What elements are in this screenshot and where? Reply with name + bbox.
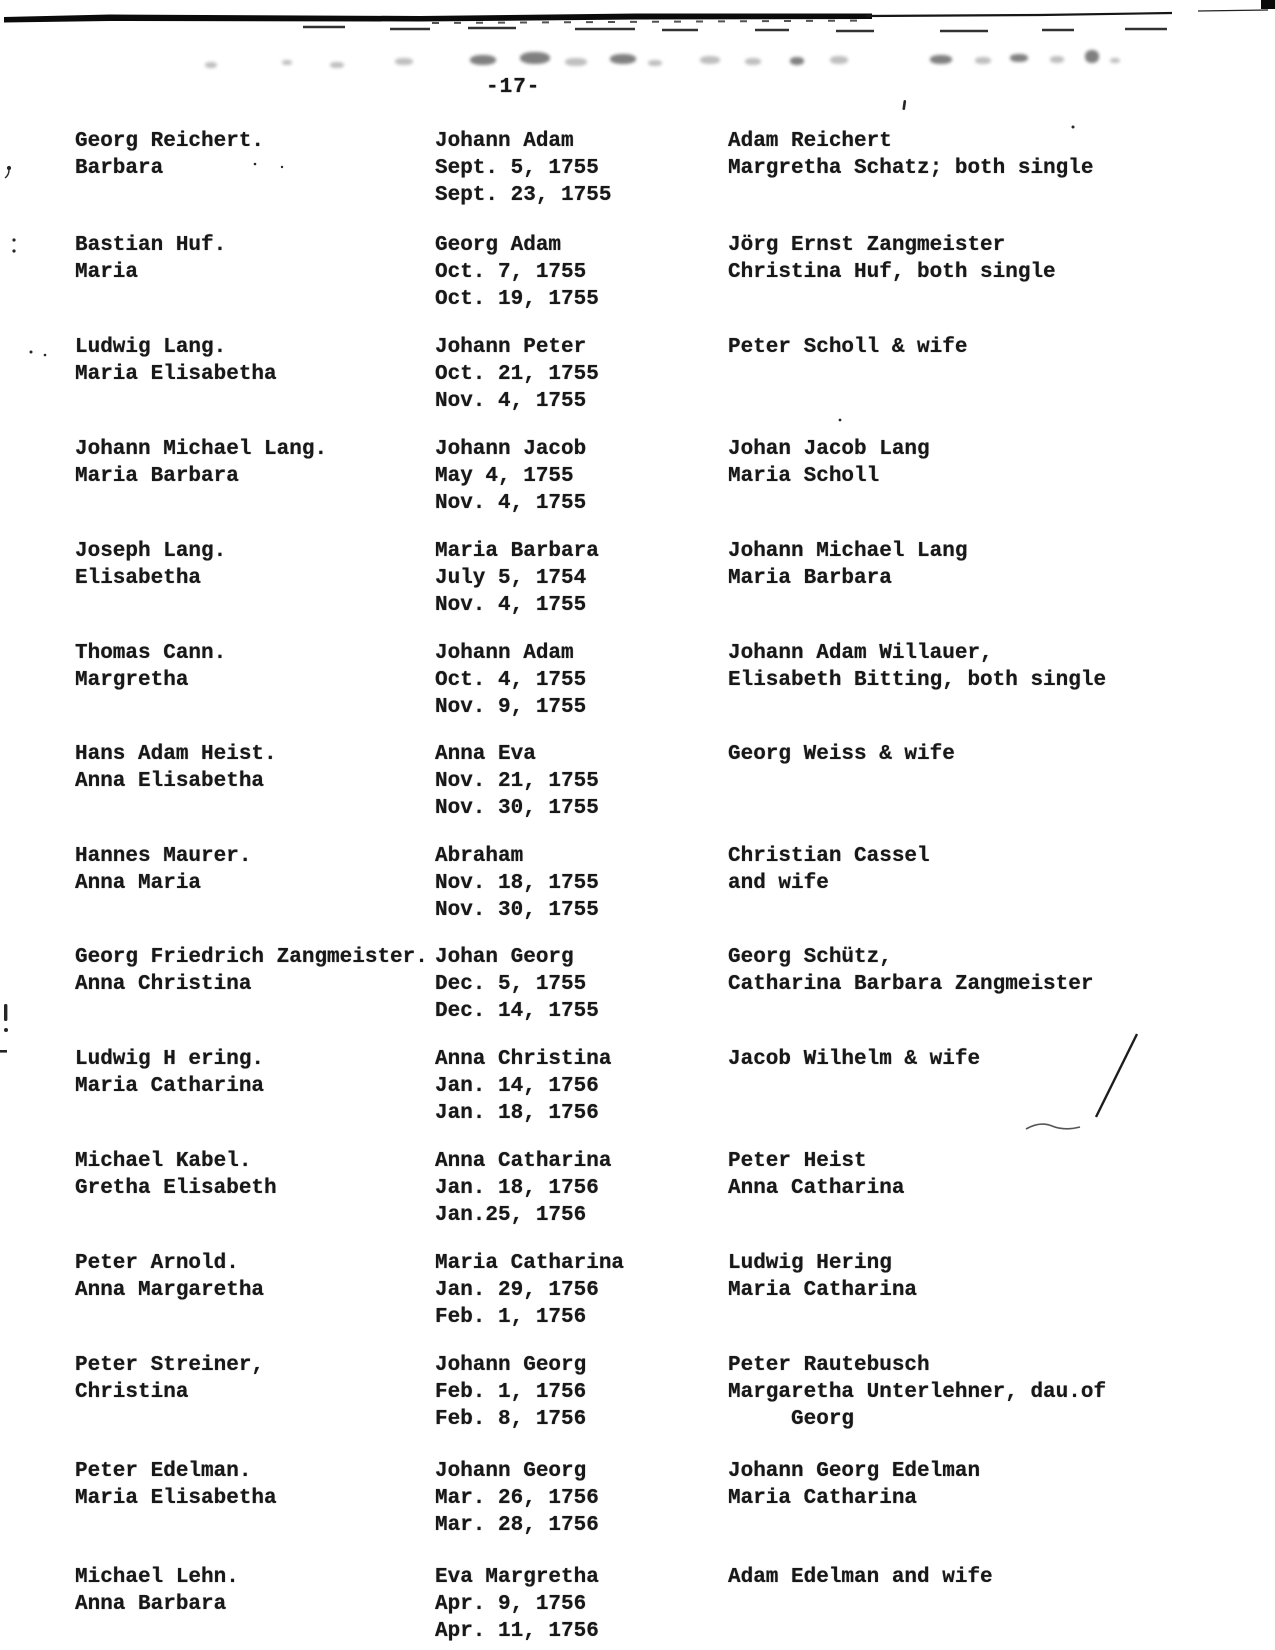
text-line: Anna Christina bbox=[435, 1048, 612, 1071]
sponsors-column bbox=[728, 1564, 1198, 1591]
text-line: Johann Michael Lang. bbox=[75, 438, 328, 461]
text-line: Hans Adam Heist. bbox=[75, 743, 277, 766]
sponsors-column bbox=[728, 436, 1198, 490]
text-line: Dec. 14, 1755 bbox=[435, 1000, 599, 1023]
sponsors-column bbox=[728, 1352, 1198, 1433]
child-and-dates-column bbox=[435, 538, 720, 619]
text-line: Johann Adam Willauer, bbox=[728, 642, 993, 665]
parents-column bbox=[75, 1352, 430, 1406]
text-line: Eva Margretha bbox=[435, 1566, 599, 1589]
text-line: Christina Huf, both single bbox=[728, 261, 1056, 284]
text-line: Margaretha Unterlehner, dau.of bbox=[728, 1381, 1107, 1404]
text-line: Anna Catharina bbox=[435, 1150, 612, 1173]
scan-line-fuzz bbox=[432, 21, 870, 24]
sponsors-column bbox=[728, 1046, 1198, 1073]
text-line: Peter Scholl & wife bbox=[728, 336, 968, 359]
sponsors-column bbox=[728, 1148, 1198, 1202]
text-line: Feb. 1, 1756 bbox=[435, 1306, 587, 1329]
text-line: Johan Jacob Lang bbox=[728, 438, 930, 461]
text-line: Michael Kabel. bbox=[75, 1150, 252, 1173]
parents-column bbox=[75, 232, 430, 286]
text-line: Jacob Wilhelm & wife bbox=[728, 1048, 981, 1071]
text-line: Oct. 7, 1755 bbox=[435, 261, 587, 284]
text-line: Apr. 9, 1756 bbox=[435, 1593, 587, 1616]
text-line: Anna Margaretha bbox=[75, 1279, 265, 1302]
child-and-dates-column bbox=[435, 334, 720, 415]
text-line: Maria Barbara bbox=[75, 465, 239, 488]
scan-line-top-tail bbox=[1198, 10, 1268, 11]
text-line: Georg Reichert. bbox=[75, 130, 265, 153]
parents-column bbox=[75, 1148, 430, 1202]
text-line: Bastian Huf. bbox=[75, 234, 227, 257]
text-line: Oct. 19, 1755 bbox=[435, 288, 599, 311]
text-line: Peter Arnold. bbox=[75, 1252, 239, 1275]
parents-column bbox=[75, 1250, 430, 1304]
sponsors-column bbox=[728, 232, 1198, 286]
sponsors-column bbox=[728, 1250, 1198, 1304]
text-line: July 5, 1754 bbox=[435, 567, 587, 590]
text-line: Johann Adam bbox=[435, 642, 574, 665]
text-line: Maria Catharina bbox=[728, 1279, 918, 1302]
parents-column bbox=[75, 128, 430, 182]
text-line: Maria Elisabetha bbox=[75, 1487, 277, 1510]
child-and-dates-column bbox=[435, 436, 720, 517]
text-line: Nov. 30, 1755 bbox=[435, 797, 599, 820]
parents-column bbox=[75, 436, 430, 490]
child-and-dates-column bbox=[435, 232, 720, 313]
text-line: Feb. 1, 1756 bbox=[435, 1381, 587, 1404]
child-and-dates-column bbox=[435, 128, 720, 209]
pen-squiggle bbox=[1026, 1124, 1080, 1129]
text-line: Maria bbox=[75, 261, 139, 284]
text-line: Mar. 26, 1756 bbox=[435, 1487, 599, 1510]
page-number: -17- bbox=[486, 76, 541, 99]
text-line: Anna Barbara bbox=[75, 1593, 227, 1616]
text-line: Georg Schütz, bbox=[728, 946, 892, 969]
text-line: Maria Scholl bbox=[728, 465, 880, 488]
text-line: Jan. 18, 1756 bbox=[435, 1102, 599, 1125]
text-line: Margretha Schatz; both single bbox=[728, 157, 1094, 180]
text-line: Anna Elisabetha bbox=[75, 770, 265, 793]
scan-line-top bbox=[4, 14, 872, 23]
text-line: Peter Edelman. bbox=[75, 1460, 252, 1483]
text-line: Nov. 4, 1755 bbox=[435, 390, 587, 413]
text-line: Peter Rautebusch bbox=[728, 1354, 930, 1377]
text-line: Jan. 29, 1756 bbox=[435, 1279, 599, 1302]
text-line: Catharina Barbara Zangmeister bbox=[728, 973, 1094, 996]
text-line: Michael Lehn. bbox=[75, 1566, 239, 1589]
text-line: Anna Christina bbox=[75, 973, 252, 996]
parents-column bbox=[75, 334, 430, 388]
text-line: Johann Georg bbox=[435, 1354, 587, 1377]
child-and-dates-column bbox=[435, 741, 720, 822]
parents-column bbox=[75, 843, 430, 897]
text-line: Thomas Cann. bbox=[75, 642, 227, 665]
child-and-dates-column bbox=[435, 843, 720, 924]
parents-column bbox=[75, 944, 430, 998]
text-line: Sept. 5, 1755 bbox=[435, 157, 599, 180]
text-line: Peter Heist bbox=[728, 1150, 867, 1173]
parents-column bbox=[75, 538, 430, 592]
text-line: Mar. 28, 1756 bbox=[435, 1514, 599, 1537]
child-and-dates-column bbox=[435, 1250, 720, 1331]
sponsors-column bbox=[728, 538, 1198, 592]
text-line: Jan.25, 1756 bbox=[435, 1204, 587, 1227]
text-line: Feb. 8, 1756 bbox=[435, 1408, 587, 1431]
text-line: Dec. 5, 1755 bbox=[435, 973, 587, 996]
text-line: Adam Edelman and wife bbox=[728, 1566, 993, 1589]
text-line: Maria Barbara bbox=[435, 540, 599, 563]
text-line: Georg Adam bbox=[435, 234, 562, 257]
text-line: Maria Catharina bbox=[435, 1252, 625, 1275]
text-line: Georg bbox=[728, 1408, 855, 1431]
text-line: Joseph Lang. bbox=[75, 540, 227, 563]
text-line: Peter Streiner, bbox=[75, 1354, 265, 1377]
child-and-dates-column bbox=[435, 944, 720, 1025]
text-line: Johann Georg bbox=[435, 1460, 587, 1483]
text-line: Ludwig Hering bbox=[728, 1252, 892, 1275]
sponsors-column bbox=[728, 843, 1198, 897]
sponsors-column bbox=[728, 128, 1198, 182]
text-line: Oct. 4, 1755 bbox=[435, 669, 587, 692]
parents-column bbox=[75, 1458, 430, 1512]
text-line: Ludwig H ering. bbox=[75, 1048, 265, 1071]
text-line: Oct. 21, 1755 bbox=[435, 363, 599, 386]
text-line: May 4, 1755 bbox=[435, 465, 574, 488]
text-line: Elisabetha bbox=[75, 567, 202, 590]
text-line: Nov. 9, 1755 bbox=[435, 696, 587, 719]
text-line: Johann Peter bbox=[435, 336, 587, 359]
text-line: Nov. 21, 1755 bbox=[435, 770, 599, 793]
child-and-dates-column bbox=[435, 1458, 720, 1539]
child-and-dates-column bbox=[435, 1046, 720, 1127]
text-line: Adam Reichert bbox=[728, 130, 892, 153]
text-line: Ludwig Lang. bbox=[75, 336, 227, 359]
text-line: Johann Jacob bbox=[435, 438, 587, 461]
sponsors-column bbox=[728, 334, 1198, 361]
text-line: Jan. 14, 1756 bbox=[435, 1075, 599, 1098]
child-and-dates-column bbox=[435, 1352, 720, 1433]
text-line: Hannes Maurer. bbox=[75, 845, 252, 868]
text-line: Maria Barbara bbox=[728, 567, 892, 590]
text-line: Christian Cassel bbox=[728, 845, 930, 868]
text-line: Jörg Ernst Zangmeister bbox=[728, 234, 1006, 257]
text-line: Johan Georg bbox=[435, 946, 574, 969]
text-line: Maria Catharina bbox=[75, 1075, 265, 1098]
text-line: Gretha Elisabeth bbox=[75, 1177, 277, 1200]
text-line: Anna Maria bbox=[75, 872, 202, 895]
text-line: Johann Georg Edelman bbox=[728, 1460, 981, 1483]
scan-dash-row bbox=[303, 27, 1167, 31]
text-line: and wife bbox=[728, 872, 829, 895]
text-line: Anna Eva bbox=[435, 743, 536, 766]
corner-blob bbox=[1261, 0, 1275, 9]
parents-column bbox=[75, 1046, 430, 1100]
text-line: Christina bbox=[75, 1381, 189, 1404]
text-line: Maria Elisabetha bbox=[75, 363, 277, 386]
text-line: Apr. 11, 1756 bbox=[435, 1620, 599, 1643]
parents-column bbox=[75, 741, 430, 795]
text-line: Georg Friedrich Zangmeister. bbox=[75, 946, 428, 969]
child-and-dates-column bbox=[435, 1564, 720, 1645]
parents-column bbox=[75, 1564, 430, 1618]
child-and-dates-column bbox=[435, 1148, 720, 1229]
text-line: Nov. 4, 1755 bbox=[435, 492, 587, 515]
text-line: Nov. 30, 1755 bbox=[435, 899, 599, 922]
text-line: Jan. 18, 1756 bbox=[435, 1177, 599, 1200]
text-line: Elisabeth Bitting, both single bbox=[728, 669, 1107, 692]
text-line: Nov. 4, 1755 bbox=[435, 594, 587, 617]
text-line: Johann Michael Lang bbox=[728, 540, 968, 563]
text-line: Barbara bbox=[75, 157, 164, 180]
sponsors-column bbox=[728, 944, 1198, 998]
text-line: Georg Weiss & wife bbox=[728, 743, 955, 766]
text-line: Anna Catharina bbox=[728, 1177, 905, 1200]
text-line: Margretha bbox=[75, 669, 189, 692]
text-line: Maria Catharina bbox=[728, 1487, 918, 1510]
scan-line-top-thin bbox=[866, 13, 1172, 16]
sponsors-column bbox=[728, 1458, 1198, 1512]
text-line: Johann Adam bbox=[435, 130, 574, 153]
sponsors-column bbox=[728, 741, 1198, 768]
text-line: Nov. 18, 1755 bbox=[435, 872, 599, 895]
text-line: Abraham bbox=[435, 845, 524, 868]
child-and-dates-column bbox=[435, 640, 720, 721]
text-line: Sept. 23, 1755 bbox=[435, 184, 612, 207]
parents-column bbox=[75, 640, 430, 694]
sponsors-column bbox=[728, 640, 1198, 694]
